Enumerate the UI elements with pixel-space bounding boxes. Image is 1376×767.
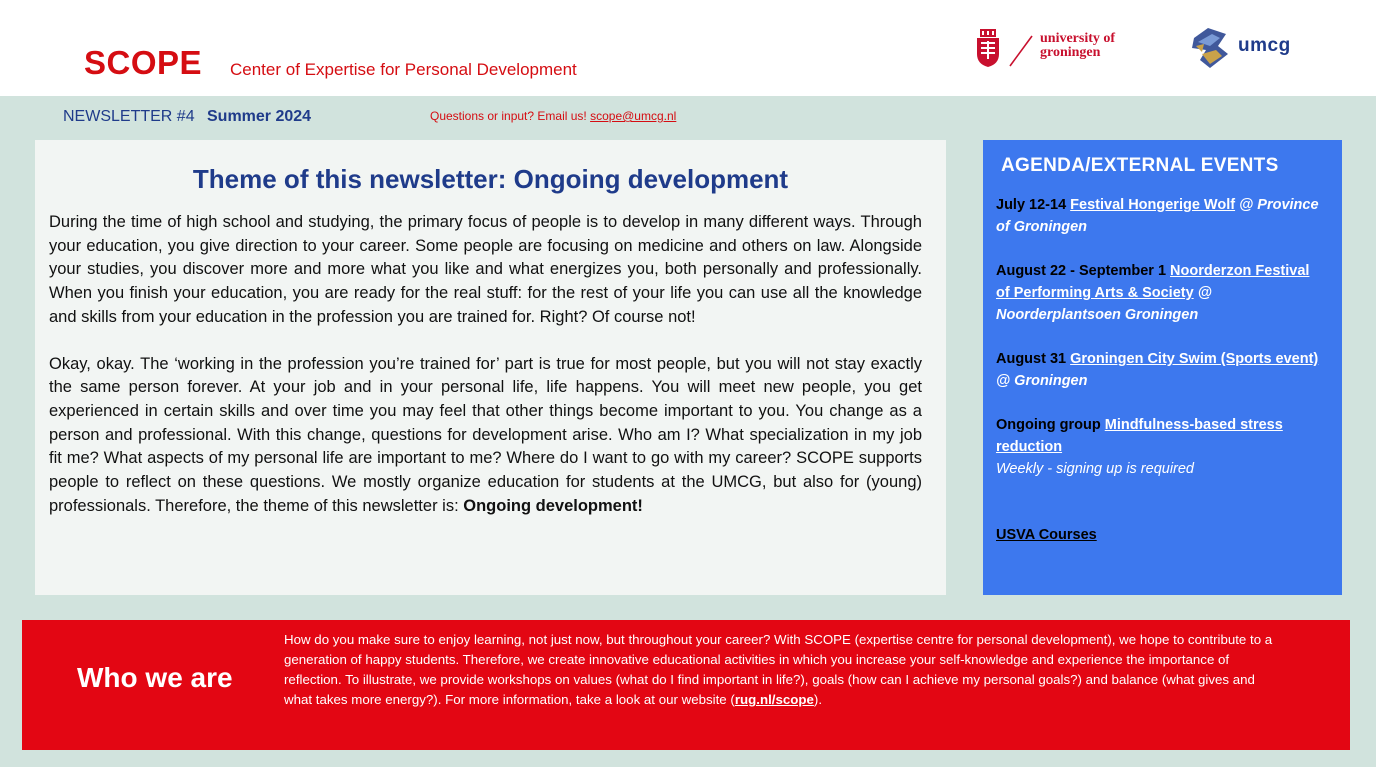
agenda-panel bbox=[983, 140, 1342, 595]
university-of-groningen-logo bbox=[974, 26, 1134, 70]
contact-line bbox=[430, 109, 676, 123]
event-date: July 12-14 bbox=[996, 197, 1067, 213]
newsletter-season: Summer 2024 bbox=[207, 108, 312, 125]
contact-email-link[interactable]: scope@umcg.nl bbox=[590, 109, 677, 123]
umcg-mark-icon bbox=[1188, 24, 1232, 72]
event-date: Ongoing group bbox=[996, 417, 1101, 433]
usva-row bbox=[996, 526, 1326, 544]
event-link[interactable]: Festival Hongerige Wolf bbox=[1070, 197, 1236, 213]
agenda-title: AGENDA/EXTERNAL EVENTS bbox=[1001, 155, 1279, 176]
event-location: @ Province of Groningen bbox=[996, 197, 1319, 235]
event-note: Weekly - signing up is required bbox=[996, 461, 1194, 477]
usva-courses-link[interactable]: USVA Courses bbox=[996, 527, 1097, 543]
agenda-event bbox=[996, 348, 1326, 392]
who-we-are-banner bbox=[22, 620, 1350, 750]
contact-text: Questions or input? Email us! bbox=[430, 109, 587, 123]
theme-paragraph-text: Okay, okay. The ‘working in the profession you’re trained for’ part is true for most people, but you will not stay exactly the same person forever. At your job and in your personal life, life happens. You will meet new people, you get experienced in certain skills and over time you may feel that other things become important to you. You change as a person and professional. With this change, questions for development arise. Who am I? What specialization in my job fit me? What aspects of my personal life are important to me? Where do I want to go with my career? SCOPE supports people to reflect on these questions. We mostly organize education for students at the UMCG, but also for (young) professionals. Therefore, the theme of this newsletter is: bbox=[49, 354, 922, 515]
website-link[interactable]: rug.nl/scope bbox=[734, 692, 814, 707]
header bbox=[0, 0, 1376, 96]
who-we-are-title: Who we are bbox=[77, 662, 233, 693]
umcg-wordmark: umcg bbox=[1238, 35, 1291, 56]
theme-paragraph bbox=[49, 353, 922, 519]
who-we-are-text: How do you make sure to enjoy learning, not just now, but throughout your career? With SCOPE (expertise centre for personal development), we hope to contribute to a generation of happy students. Therefore, we create innovative educational activities in which you increase your self-knowledge and experience the importance of reflection. To illustrate, we provide workshops on values (what do I find important in life?), goals (how can I achieve my personal goals?) and balance (what gives and what takes more energy?). For more information, take a look at our website (rug.nl/scope). bbox=[284, 632, 1273, 707]
issue-bar bbox=[0, 96, 1376, 140]
theme-highlight: Ongoing development! bbox=[463, 496, 643, 515]
event-location: @ Noorderplantsoen Groningen bbox=[996, 285, 1212, 323]
event-date: August 31 bbox=[996, 351, 1067, 367]
newsletter-number: NEWSLETTER #4 bbox=[63, 108, 195, 125]
who-we-are-body: How do you make sure to enjoy learning, not just now, but throughout your career? With SCOPE (expertise centre for personal development), we hope to contribute to a generation of happy students. Therefore, we create innovative educational activities in which you increase your self-knowledge and experience the importance of reflection. To illustrate, we provide workshops on values (what do I find important in life?), goals (how can I achieve my personal goals?) and balance (what gives and what takes more energy?). For more information, take a look at our website bbox=[284, 632, 1273, 707]
crest-icon bbox=[974, 26, 1002, 68]
agenda-event bbox=[996, 414, 1326, 480]
agenda-event bbox=[996, 194, 1326, 238]
umcg-logo bbox=[1188, 24, 1298, 72]
event-link[interactable]: Groningen City Swim (Sports event) bbox=[1070, 351, 1319, 367]
slash-icon bbox=[1008, 34, 1034, 68]
event-link[interactable]: Mindfulness-based stress reduction bbox=[996, 417, 1283, 455]
theme-panel bbox=[35, 140, 946, 595]
event-link[interactable]: Noorderzon Festival of Performing Arts & Society bbox=[996, 263, 1310, 301]
scope-logo: SCOPE bbox=[84, 44, 203, 81]
tagline: Center of Expertise for Personal Development bbox=[230, 60, 577, 79]
agenda-event bbox=[996, 260, 1326, 326]
event-location: @ Groningen bbox=[996, 373, 1088, 389]
theme-paragraph: During the time of high school and studying, the primary focus of people is to develop in many different ways. Through your education, you give direction to your career. Some people are focusing on medicine and others on law. Alongside your studies, you discover more and more what you like and what energizes you, both personally and professionally. When you finish your education, you are ready for the real stuff: for the rest of your life you can use all the knowledge and skills from your education in the profession you are trained for. Right? Of course not! bbox=[49, 213, 922, 326]
event-date: August 22 - September 1 bbox=[996, 263, 1167, 279]
rug-wordmark: university of groningen bbox=[1040, 31, 1116, 60]
theme-title: Theme of this newsletter: Ongoing development bbox=[192, 164, 789, 194]
